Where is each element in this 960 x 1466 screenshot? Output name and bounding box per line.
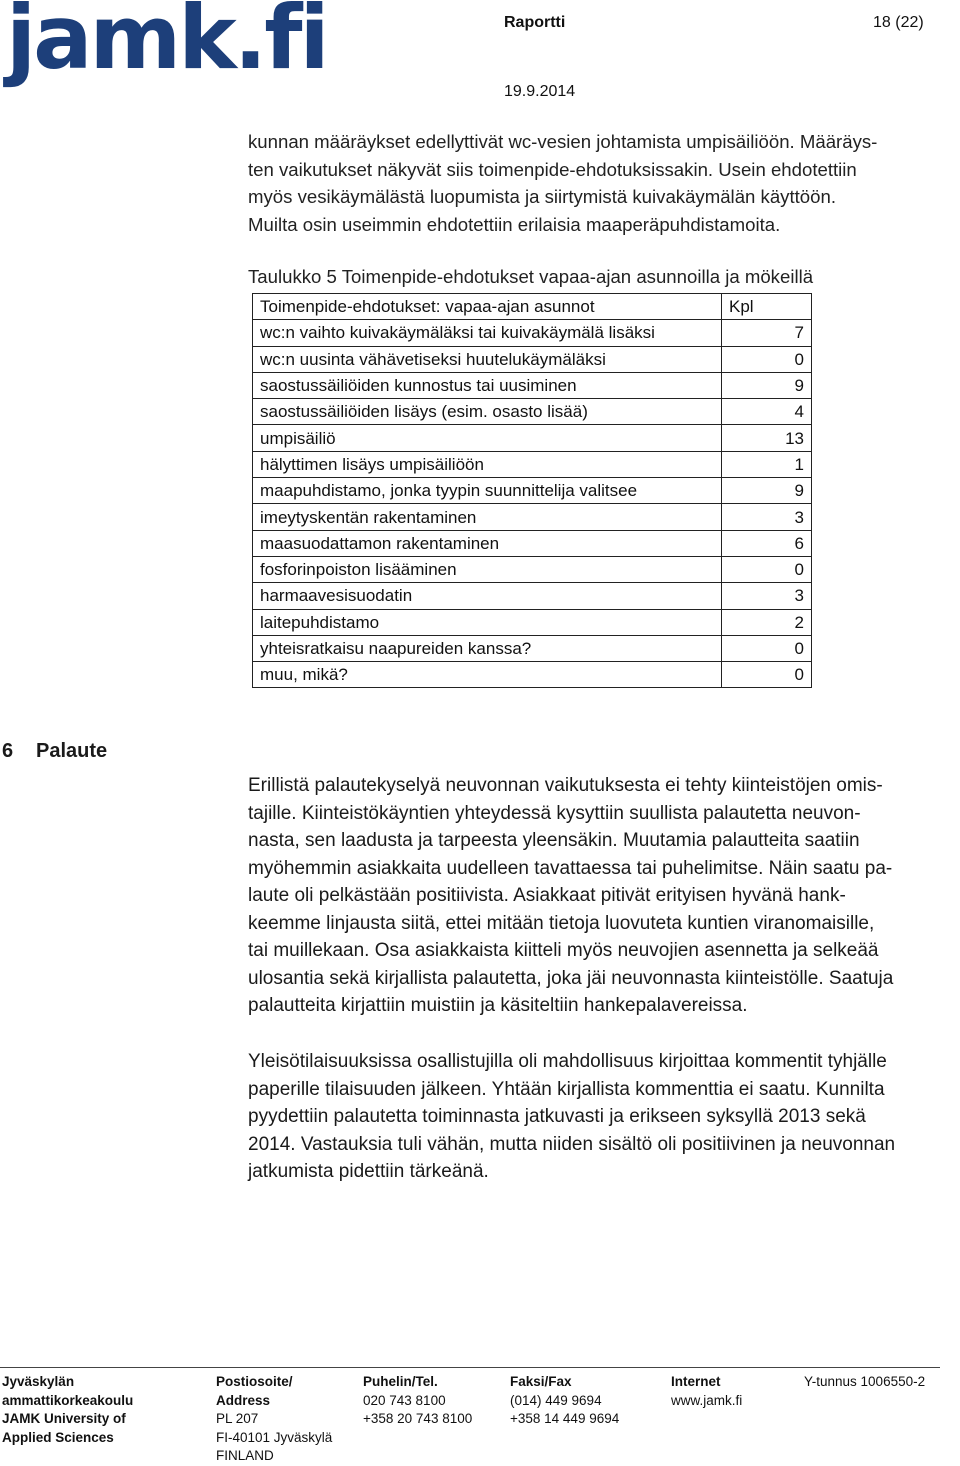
footer-address-label: Postiosoite/	[216, 1374, 293, 1389]
doc-date: 19.9.2014	[504, 83, 576, 100]
measure-cell: laitepuhdistamo	[253, 609, 722, 635]
footer-phone-line: 020 743 8100	[363, 1392, 446, 1408]
count-cell: 7	[722, 320, 812, 346]
footer-org-line: ammattikorkeakoulu	[2, 1392, 134, 1408]
measure-cell: yhteisratkaisu naapureiden kanssa?	[253, 635, 722, 661]
footer-divider	[0, 1367, 940, 1368]
footer-internet	[671, 1373, 742, 1410]
measure-cell: maapuhdistamo, jonka tyypin suunnittelija valitsee	[253, 478, 722, 504]
section-title: Palaute	[36, 740, 108, 762]
count-cell: 0	[722, 635, 812, 661]
text-line: nasta, sen laadusta ja tarpeesta yleensäkin. Muutamia palautteita saatiin	[248, 830, 860, 851]
header-measure: Toimenpide-ehdotukset: vapaa-ajan asunnot	[253, 294, 722, 320]
footer-org-line: Jyväskylän	[2, 1374, 75, 1389]
footer-fax-label: Faksi/Fax	[510, 1374, 572, 1389]
footer-fax	[510, 1373, 619, 1429]
count-cell: 2	[722, 609, 812, 635]
text-line: tai muillekaan. Osa asiakkaista kiitteli myös neuvojien asennetta ja selkeää	[248, 940, 879, 961]
measure-cell: umpisäiliö	[253, 425, 722, 451]
footer-org-line: JAMK University of	[2, 1411, 126, 1426]
table-row	[253, 320, 812, 346]
footer-address-line: FI-40101 Jyväskylä	[216, 1429, 333, 1445]
footer-internet-label: Internet	[671, 1374, 721, 1389]
table-row	[253, 662, 812, 688]
table-row	[253, 504, 812, 530]
measure-cell: wc:n vaihto kuivakäymäläksi tai kuivakäymälä lisäksi	[253, 320, 722, 346]
table-row	[253, 399, 812, 425]
text-line: kunnan määräykset edellyttivät wc-vesien johtamista umpisäiliöön. Määräys-	[248, 131, 878, 152]
footer-address-label: Address	[216, 1392, 271, 1408]
text-line: myöhemmin asiakkaita uudelleen tavattaessa tai puhelimitse. Näin saatu pa-	[248, 857, 893, 879]
footer-address	[216, 1373, 332, 1466]
count-cell: 0	[722, 346, 812, 372]
footer-org	[2, 1373, 133, 1447]
measures-table	[252, 293, 812, 688]
text-line: palautteita kirjattiin muistiin ja käsiteltiin hankepalavereissa.	[248, 995, 748, 1016]
count-cell: 13	[722, 425, 812, 451]
text-line: laute oli pelkästään positiivista. Asiakkaat pitivät erityisen hyvänä hank-	[248, 885, 846, 906]
text-line: myös vesikäymälästä luopumista ja siirtymistä kuivakäymälän käyttöön.	[248, 186, 836, 207]
section-number: 6	[2, 740, 14, 762]
footer-phone-line: +358 20 743 8100	[363, 1411, 473, 1426]
count-cell: 0	[722, 662, 812, 688]
table-row	[253, 425, 812, 451]
measure-cell: maasuodattamon rakentaminen	[253, 530, 722, 556]
count-cell: 4	[722, 399, 812, 425]
page-number: 18 (22)	[873, 14, 924, 31]
footer-org-line: Applied Sciences	[2, 1429, 114, 1445]
count-cell: 9	[722, 372, 812, 398]
measure-cell: muu, mikä?	[253, 662, 722, 688]
feedback-paragraph-1	[248, 772, 960, 1020]
table-row	[253, 635, 812, 661]
doc-type-label: Raportti	[504, 14, 566, 31]
text-line: tajille. Kiinteistökäyntien yhteydessä kysyttiin suullista palautetta neuvon-	[248, 802, 861, 824]
footer-phone-label: Puhelin/Tel.	[363, 1374, 438, 1389]
table-row	[253, 583, 812, 609]
intro-paragraph	[248, 128, 948, 238]
text-line: paperille tilaisuuden jälkeen. Yhtään kirjallista kommenttia ei saatu. Kunnilta	[248, 1078, 885, 1100]
text-line: Yleisötilaisuuksissa osallistujilla oli mahdollisuus kirjoittaa kommentit tyhjälle	[248, 1051, 887, 1072]
text-line: Erillistä palautekyselyä neuvonnan vaikutuksesta ei tehty kiinteistöjen omis-	[248, 775, 883, 796]
text-line: keemme linjausta siitä, ettei mitään tietoja luovuteta kuntien viranomaisille,	[248, 912, 875, 934]
text-line: ulosantia sekä kirjallista palautetta, joka jäi neuvonnasta kiinteistölle. Saatuja	[248, 967, 894, 989]
feedback-paragraph-2	[248, 1048, 960, 1186]
header-count: Kpl	[722, 294, 812, 320]
count-cell: 0	[722, 556, 812, 582]
measure-cell: imeytyskentän rakentaminen	[253, 504, 722, 530]
measure-cell: saostussäiliöiden kunnostus tai uusiminen	[253, 372, 722, 398]
count-cell: 9	[722, 478, 812, 504]
table-row	[253, 478, 812, 504]
table-row	[253, 609, 812, 635]
table-row	[253, 530, 812, 556]
count-cell: 3	[722, 504, 812, 530]
measure-cell: hälyttimen lisäys umpisäiliöön	[253, 451, 722, 477]
footer-fax-line: +358 14 449 9694	[510, 1411, 620, 1426]
table-row	[253, 451, 812, 477]
count-cell: 3	[722, 583, 812, 609]
text-line: 2014. Vastauksia tuli vähän, mutta niiden sisältö oli positiivinen ja neuvonnan	[248, 1133, 896, 1155]
measure-cell: wc:n uusinta vähävetiseksi huutelukäymäläksi	[253, 346, 722, 372]
measure-cell: fosforinpoiston lisääminen	[253, 556, 722, 582]
measure-cell: harmaavesisuodatin	[253, 583, 722, 609]
text-line: ten vaikutukset näkyvät siis toimenpide-ehdotuksissakin. Usein ehdotettiin	[248, 158, 857, 180]
footer-business-id	[804, 1373, 925, 1392]
table-caption: Taulukko 5 Toimenpide-ehdotukset vapaa-ajan asunnoilla ja mökeillä	[248, 266, 814, 287]
text-line: Muilta osin useimmin ehdotettiin erilaisia maaperäpuhdistamoita.	[248, 213, 781, 235]
business-id: Y-tunnus 1006550-2	[804, 1374, 926, 1389]
table-header-row	[253, 294, 812, 320]
count-cell: 6	[722, 530, 812, 556]
footer-website-link[interactable]: www.jamk.fi	[671, 1392, 743, 1408]
footer-address-line: FINLAND	[216, 1448, 274, 1463]
table-row	[253, 556, 812, 582]
text-line: pyydettiin palautetta toiminnasta jatkuvasti ja erikseen syksyllä 2013 sekä	[248, 1106, 866, 1127]
footer-address-line: PL 207	[216, 1411, 259, 1426]
measure-cell: saostussäiliöiden lisäys (esim. osasto lisää)	[253, 399, 722, 425]
table-row	[253, 372, 812, 398]
footer-phone	[363, 1373, 472, 1429]
footer-fax-line: (014) 449 9694	[510, 1392, 602, 1408]
count-cell: 1	[722, 451, 812, 477]
jamk-logo: jamk.fi	[6, 0, 327, 89]
table-row	[253, 346, 812, 372]
text-line: jatkumista pidettiin tärkeänä.	[248, 1161, 489, 1182]
